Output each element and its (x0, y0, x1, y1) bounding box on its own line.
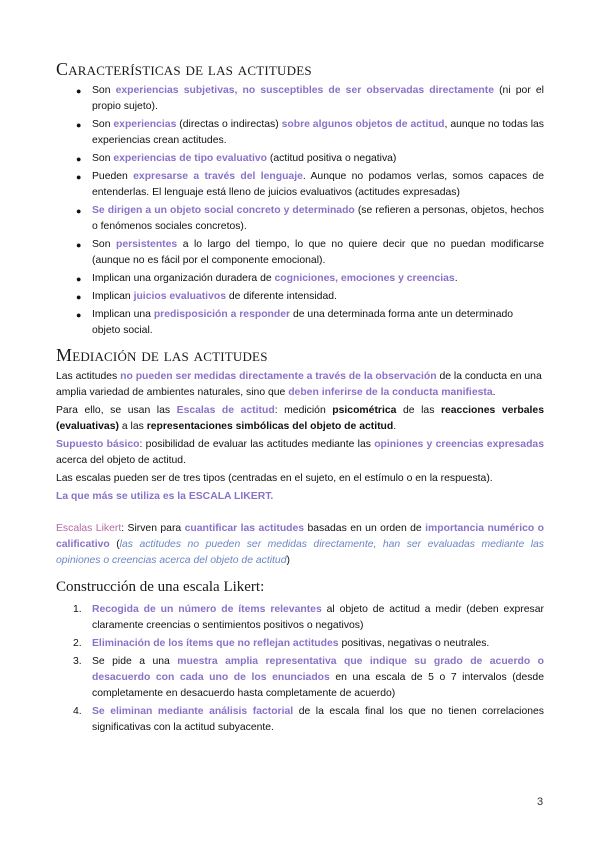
text: : medición (274, 405, 333, 416)
text: . Aunque no podamos verlas, somos capaces de entenderlas. El lenguaje está lleno de juicios evaluativos (actitudes expresadas) (92, 171, 544, 198)
paragraph (56, 369, 544, 401)
highlight: no pueden ser medidas directamente a través de la observación (120, 371, 437, 382)
text: , aunque no todas las experiencias crean actitudes. (92, 119, 544, 146)
highlight: deben inferirse de la conducta manifiesta (288, 387, 493, 398)
highlight: opiniones y creencias expresadas (374, 439, 544, 450)
text: de la conducta en una amplia variedad de ambientes naturales, sino que (56, 371, 542, 398)
text: (directas o indirectas) (176, 119, 282, 130)
text: (se refieren a personas, objetos, hechos o fenómenos sociales concretos). (92, 205, 544, 232)
list-number: 3. (73, 656, 82, 667)
highlight: juicios evaluativos (133, 291, 226, 302)
list-number: 2. (73, 638, 82, 649)
text: ( (109, 539, 120, 550)
italic-note: las actitudes no pueden ser medidas directamente, han ser evaluadas mediante las opiniones o creencias acerca del objeto de actitud (56, 539, 544, 566)
text: de la escala final los que no tienen correlaciones significativas con la actitud subyacente. (92, 706, 544, 733)
list-item (56, 117, 544, 149)
text: de una determinada forma ante un determinado objeto social. (92, 309, 514, 336)
text: de diferente intensidad. (225, 291, 337, 302)
text: a lo largo del tiempo, lo que no quiere decir que no puedan modificarse (aunque no es fácil por el componente emocional). (92, 239, 545, 266)
list-item (56, 636, 544, 652)
document-page (56, 58, 544, 738)
text: (ni por el propio sujeto). (92, 85, 544, 112)
text: Son (92, 85, 116, 96)
paragraph: Las escalas pueden ser de tres tipos (centradas en el sujeto, en el estímulo o en la respuesta). (56, 473, 493, 484)
text: Pueden (92, 171, 134, 182)
spacer (56, 507, 544, 521)
bullet-icon: ● (76, 310, 82, 320)
highlight: importancia numérico o calificativo (56, 523, 544, 550)
list-item (56, 307, 544, 339)
text: basadas en un orden de (304, 523, 426, 534)
text: . (393, 421, 397, 432)
list-item (56, 203, 544, 235)
text: . (492, 387, 496, 398)
text: en una escala de 5 o 7 intervalos (desde completamente en desacuerdo hasta completamente de acuerdo) (92, 672, 544, 699)
bold-text: reacciones verbales (evaluativas) (56, 405, 544, 432)
list-number: 4. (73, 706, 82, 717)
caracteristicas-list (56, 83, 544, 339)
text: (actitud positiva o negativa) (267, 153, 397, 164)
paragraph (56, 437, 544, 469)
text: Las actitudes (56, 371, 121, 382)
page-number: 3 (537, 796, 544, 808)
highlight: persistentes (115, 239, 178, 250)
list-item (56, 602, 544, 634)
section-title-mediacion: Mediación de las actitudes (56, 345, 268, 365)
text: Para ello, se usan las (56, 405, 177, 416)
bold-text: representaciones simbólicas del objeto de actitud (146, 421, 394, 432)
text: acerca del objeto de actitud. (56, 455, 186, 466)
highlight: Se dirigen a un objeto social concreto y determinado (92, 205, 355, 216)
section-title-construccion: Construcción de una escala Likert: (56, 579, 265, 595)
highlight: muestra amplia representativa que indique su grado de acuerdo o desacuerdo con cada uno de los enunciados (92, 656, 544, 683)
list-item (56, 151, 544, 167)
text: a las (118, 421, 147, 432)
highlight: predisposición a responder (153, 309, 291, 320)
text: al objeto de actitud a medir (deben expresar claramente creencias o sentimientos positivos o negativos) (92, 604, 544, 631)
text: : posibilidad de evaluar las actitudes mediante las (139, 439, 375, 450)
bullet-icon: ● (76, 274, 82, 284)
bullet-icon: ● (76, 172, 82, 182)
highlight: experiencias de tipo evaluativo (113, 153, 267, 164)
section-title-caracteristicas: Características de las actitudes (56, 59, 312, 79)
text: : Sirven para (121, 523, 185, 534)
likert-definition (56, 521, 544, 569)
list-item (56, 289, 544, 305)
text: Son (92, 119, 114, 130)
text: Son (92, 153, 114, 164)
list-item (56, 237, 544, 269)
bullet-icon: ● (76, 86, 82, 96)
list-item (56, 654, 544, 702)
text: . (454, 273, 458, 284)
text: Se pide a una (92, 656, 178, 667)
bullet-icon: ● (76, 292, 82, 302)
bullet-icon: ● (76, 206, 82, 216)
list-item (56, 704, 544, 736)
text: Son (92, 239, 116, 250)
highlight: cuantificar las actitudes (184, 523, 305, 534)
highlight: experiencias (113, 119, 177, 130)
paragraph (56, 403, 544, 435)
highlight: Eliminación de los ítems que no reflejan actitudes (92, 638, 339, 649)
highlight: expresarse a través del lenguaje (133, 171, 303, 182)
bullet-icon: ● (76, 120, 82, 130)
list-item (56, 271, 544, 287)
construccion-list (56, 602, 544, 736)
list-number: 1. (73, 604, 82, 615)
highlight: sobre algunos objetos de actitud (281, 119, 445, 130)
likert-label: Escalas Likert (56, 523, 122, 534)
text: Implican una (92, 309, 154, 320)
highlight: Recogida de un número de ítems relevantes (92, 604, 322, 615)
list-item (56, 169, 544, 201)
text: de las (396, 405, 441, 416)
highlight: experiencias subjetivas, no susceptibles de ser observadas directamente (115, 85, 494, 96)
bold-text: psicométrica (332, 405, 397, 416)
bullet-icon: ● (76, 240, 82, 250)
highlight: Escalas de actitud (176, 405, 275, 416)
bullet-icon: ● (76, 154, 82, 164)
list-item (56, 83, 544, 115)
text: positivas, negativas o neutrales. (338, 638, 490, 649)
highlight: cogniciones, emociones y creencias (274, 273, 455, 284)
text: Implican (92, 291, 134, 302)
highlight: Se eliminan mediante análisis factorial (92, 706, 294, 717)
text: ) (286, 555, 290, 566)
text: Implican una organización duradera de (92, 273, 275, 284)
highlight: Supuesto básico (56, 439, 140, 450)
paragraph-highlight: La que más se utiliza es la ESCALA LIKERT. (56, 491, 274, 502)
